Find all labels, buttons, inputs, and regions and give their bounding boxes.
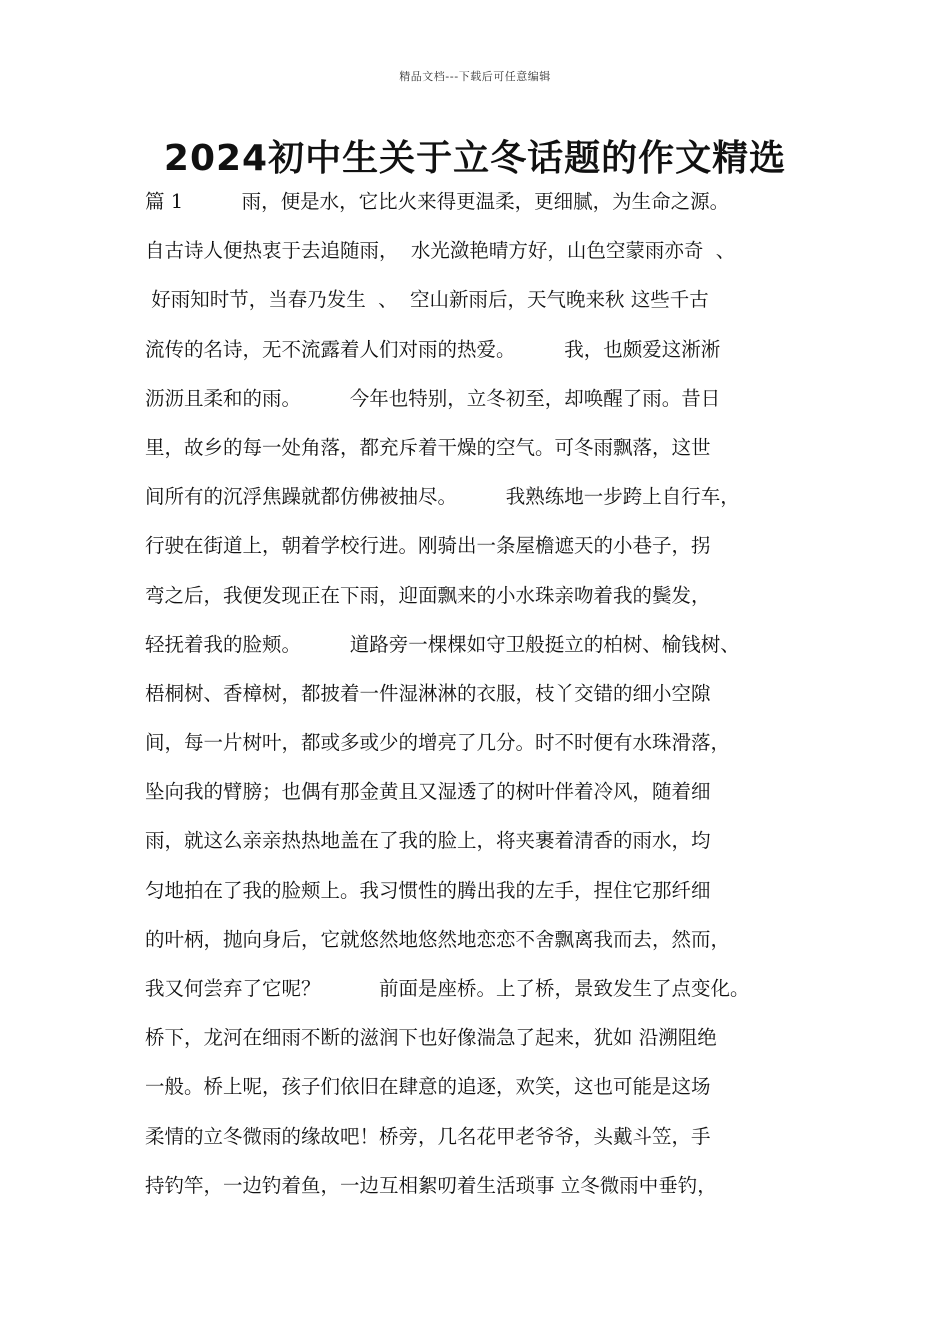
- body-text-line: 里，故乡的每一处角落，都充斥着干燥的空气。可冬雨飘落，这世: [145, 435, 711, 459]
- body-text-line: 坠向我的臂膀；也偶有那金黄且又湿透了的树叶伴着冷风，随着细: [145, 780, 711, 804]
- body-text-line: 好雨知时节，当春乃发生 、 空山新雨后，天气晚来秋 这些千古: [145, 288, 709, 312]
- body-text-line: 弯之后，我便发现正在下雨，迎面飘来的小水珠亲吻着我的鬓发，: [145, 583, 711, 607]
- body-text-line: 自古诗人便热衷于去追随雨， 水光潋艳晴方好，山色空蒙雨亦奇 、: [145, 239, 736, 263]
- body-text-line: 的叶柄，抛向身后，它就悠然地悠然地恋恋不舍飘离我而去，然而，: [145, 927, 731, 951]
- body-text-line: 桥下，龙河在细雨不断的滋润下也好像湍急了起来，犹如 沿溯阻绝: [145, 1026, 717, 1050]
- body-text-line: 一般。桥上呢，孩子们依旧在肆意的追逐，欢笑，这也可能是这场: [145, 1075, 711, 1099]
- body-text-line: 雨，就这么亲亲热热地盖在了我的脸上，将夹裹着清香的雨水，均: [145, 829, 711, 853]
- body-text-line: 篇 1 雨，便是水，它比火来得更温柔，更细腻，为生命之源。: [145, 190, 730, 213]
- body-text-line: 匀地拍在了我的脸颊上。我习惯性的腾出我的左手，捏住它那纤细: [145, 878, 711, 902]
- body-text-line: 流传的名诗，无不流露着人们对雨的热爱。 我，也颇爱这淅淅: [145, 337, 721, 361]
- body-text-line: 持钓竿，一边钓着鱼，一边互相絮叨着生活琐事 立冬微雨中垂钓，: [145, 1173, 717, 1197]
- body-text-line: 柔情的立冬微雨的缘故吧！桥旁，几名花甲老爷爷，头戴斗笠，手: [145, 1124, 711, 1148]
- document-body: [145, 184, 825, 1217]
- body-text-line: 行驶在街道上，朝着学校行进。刚骑出一条屋檐遮天的小巷子，拐: [145, 534, 711, 558]
- document-title: 2024初中生关于立冬话题的作文精选: [163, 138, 787, 179]
- page-header: 精品文档---下载后可任意编辑: [399, 70, 551, 83]
- body-text-line: 梧桐树、香樟树，都披着一件湿淋淋的衣服，枝丫交错的细小空隙: [145, 681, 711, 705]
- body-text-line: 我又何尝弃了它呢？ 前面是座桥。上了桥，景致发生了点变化。: [145, 977, 750, 1000]
- body-text-line: 轻抚着我的脸颊。 道路旁一棵棵如守卫般挺立的柏树、榆钱树、: [145, 632, 740, 656]
- body-text-line: 间，每一片树叶，都或多或少的增亮了几分。时不时便有水珠滑落，: [145, 731, 731, 755]
- body-text-line: 沥沥且柔和的雨。 今年也特别，立冬初至，却唤醒了雨。昔日: [145, 386, 721, 410]
- body-text-line: 间所有的沉浮焦躁就都仿佛被抽尽。 我熟练地一步跨上自行车，: [145, 485, 740, 509]
